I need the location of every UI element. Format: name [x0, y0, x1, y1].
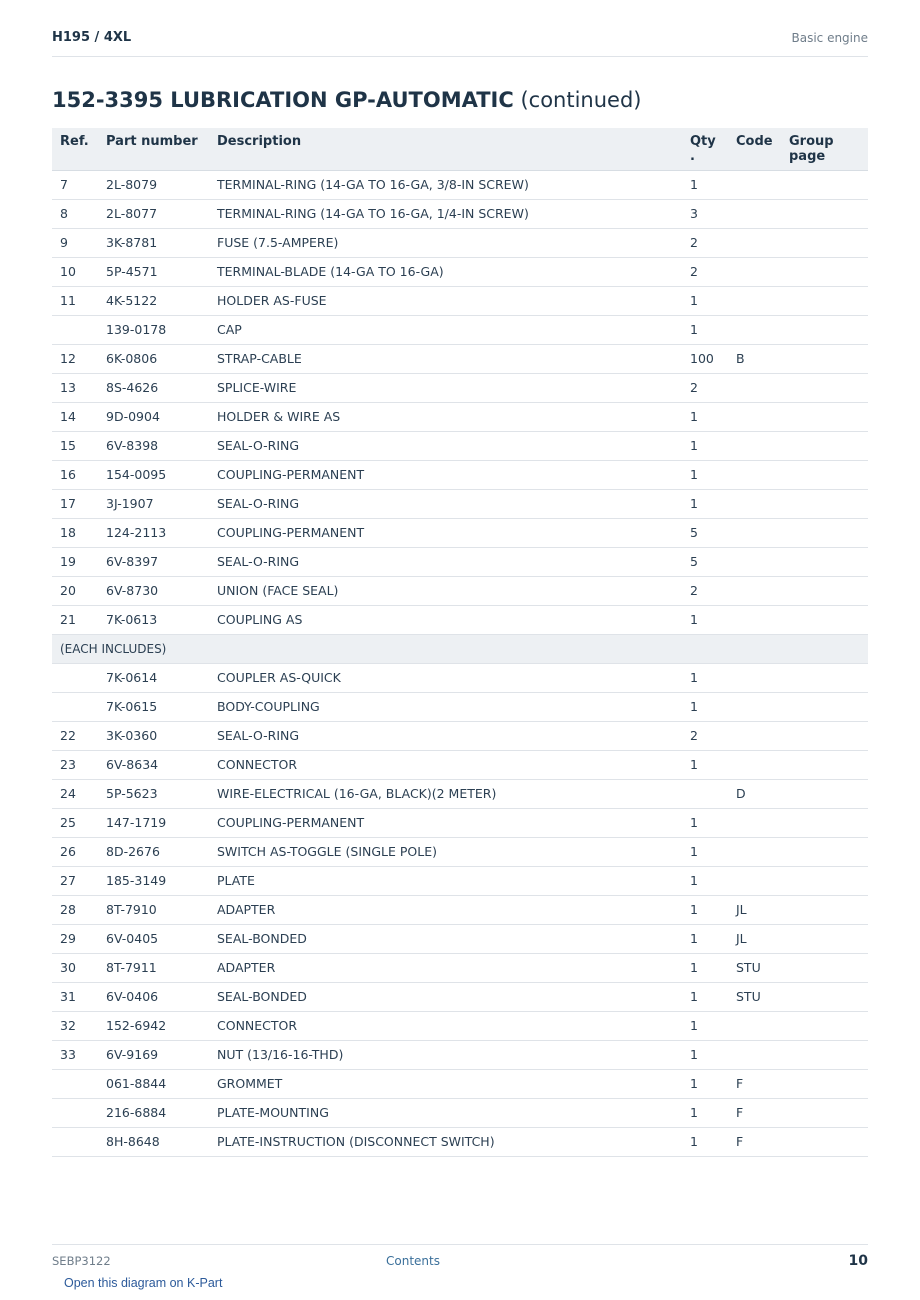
cell-description: COUPLING-PERMANENT	[209, 808, 682, 837]
cell-qty: 2	[682, 257, 728, 286]
cell-qty: 1	[682, 489, 728, 518]
cell-part-number: 8D-2676	[98, 837, 209, 866]
cell-code: JL	[728, 895, 781, 924]
cell-description: SPLICE-WIRE	[209, 373, 682, 402]
table-row	[52, 402, 868, 431]
cell-part-number: 6V-0405	[98, 924, 209, 953]
cell-part-number: 3K-8781	[98, 228, 209, 257]
cell-group-page	[781, 460, 868, 489]
cell-group-page	[781, 1040, 868, 1069]
cell-part-number: 6V-8634	[98, 750, 209, 779]
cell-part-number: 8T-7911	[98, 953, 209, 982]
cell-ref: 20	[52, 576, 98, 605]
cell-part-number: 3K-0360	[98, 721, 209, 750]
table-row	[52, 982, 868, 1011]
cell-group-page	[781, 228, 868, 257]
model-label: H195 / 4XL	[52, 30, 132, 45]
cell-code: F	[728, 1127, 781, 1156]
cell-qty: 1	[682, 837, 728, 866]
cell-description: HOLDER AS-FUSE	[209, 286, 682, 315]
cell-ref: 27	[52, 866, 98, 895]
cell-description: PLATE-INSTRUCTION (DISCONNECT SWITCH)	[209, 1127, 682, 1156]
col-header-description: Description	[209, 128, 682, 170]
cell-qty: 1	[682, 1040, 728, 1069]
cell-code	[728, 808, 781, 837]
cell-group-page	[781, 837, 868, 866]
cell-part-number: 185-3149	[98, 866, 209, 895]
cell-part-number: 4K-5122	[98, 286, 209, 315]
table-row	[52, 866, 868, 895]
cell-code	[728, 605, 781, 634]
cell-ref: 14	[52, 402, 98, 431]
cell-description: SEAL-BONDED	[209, 982, 682, 1011]
cell-code	[728, 547, 781, 576]
cell-ref	[52, 1069, 98, 1098]
cell-description: BODY-COUPLING	[209, 692, 682, 721]
page-footer	[52, 1244, 868, 1275]
cell-group-page	[781, 808, 868, 837]
cell-ref: 21	[52, 605, 98, 634]
cell-description: PLATE-MOUNTING	[209, 1098, 682, 1127]
table-note-row	[52, 634, 868, 663]
cell-qty: 1	[682, 1127, 728, 1156]
cell-qty: 1	[682, 170, 728, 199]
cell-ref: 31	[52, 982, 98, 1011]
table-row	[52, 547, 868, 576]
cell-ref: 28	[52, 895, 98, 924]
cell-description: CAP	[209, 315, 682, 344]
cell-ref: 29	[52, 924, 98, 953]
cell-ref: 23	[52, 750, 98, 779]
cell-ref	[52, 663, 98, 692]
cell-ref: 15	[52, 431, 98, 460]
col-header-code: Code	[728, 128, 781, 170]
cell-code	[728, 315, 781, 344]
cell-description: GROMMET	[209, 1069, 682, 1098]
cell-code: F	[728, 1069, 781, 1098]
cell-part-number: 6V-9169	[98, 1040, 209, 1069]
section-label: Basic engine	[791, 31, 868, 45]
cell-description: SEAL-O-RING	[209, 489, 682, 518]
page-title	[52, 88, 641, 112]
table-row	[52, 170, 868, 199]
table-row	[52, 837, 868, 866]
cell-code	[728, 402, 781, 431]
table-row	[52, 199, 868, 228]
cell-qty: 1	[682, 460, 728, 489]
cell-part-number: 8H-8648	[98, 1127, 209, 1156]
cell-code: STU	[728, 982, 781, 1011]
cell-qty: 1	[682, 750, 728, 779]
cell-group-page	[781, 605, 868, 634]
table-row	[52, 895, 868, 924]
cell-code	[728, 692, 781, 721]
cell-code	[728, 460, 781, 489]
cell-description: CONNECTOR	[209, 1011, 682, 1040]
cell-part-number: 147-1719	[98, 808, 209, 837]
cell-part-number: 7K-0615	[98, 692, 209, 721]
col-header-part-number: Part number	[98, 128, 209, 170]
table-header-row	[52, 128, 868, 170]
page-header	[52, 28, 868, 57]
parts-table	[52, 128, 868, 1157]
cell-group-page	[781, 924, 868, 953]
cell-description: TERMINAL-RING (14-GA TO 16-GA, 3/8-IN SCREW)	[209, 170, 682, 199]
cell-description: CONNECTOR	[209, 750, 682, 779]
cell-group-page	[781, 286, 868, 315]
table-row	[52, 1098, 868, 1127]
cell-ref: 11	[52, 286, 98, 315]
cell-code: D	[728, 779, 781, 808]
cell-code	[728, 518, 781, 547]
table-row	[52, 692, 868, 721]
cell-part-number: 2L-8079	[98, 170, 209, 199]
cell-group-page	[781, 895, 868, 924]
cell-ref: 9	[52, 228, 98, 257]
cell-ref: 32	[52, 1011, 98, 1040]
col-header-group-page: Group page	[781, 128, 868, 170]
cell-ref: 22	[52, 721, 98, 750]
cell-code	[728, 170, 781, 199]
cell-description: SEAL-BONDED	[209, 924, 682, 953]
table-row	[52, 431, 868, 460]
cell-code	[728, 228, 781, 257]
cell-qty: 1	[682, 895, 728, 924]
cell-part-number: 6K-0806	[98, 344, 209, 373]
cell-code: STU	[728, 953, 781, 982]
cell-code: B	[728, 344, 781, 373]
cell-qty: 5	[682, 518, 728, 547]
cell-qty: 1	[682, 953, 728, 982]
cell-group-page	[781, 489, 868, 518]
cell-code	[728, 1011, 781, 1040]
cell-code	[728, 837, 781, 866]
cell-group-page	[781, 199, 868, 228]
cell-description: UNION (FACE SEAL)	[209, 576, 682, 605]
cell-group-page	[781, 344, 868, 373]
kpart-diagram-link[interactable]: Open this diagram on K-Part	[64, 1276, 223, 1290]
cell-qty: 1	[682, 315, 728, 344]
cell-qty: 2	[682, 228, 728, 257]
cell-description: COUPLING AS	[209, 605, 682, 634]
table-body	[52, 170, 868, 1156]
cell-qty	[682, 779, 728, 808]
cell-part-number: 6V-0406	[98, 982, 209, 1011]
cell-code	[728, 373, 781, 402]
note-text: (EACH INCLUDES)	[52, 634, 868, 663]
table-row	[52, 605, 868, 634]
cell-group-page	[781, 953, 868, 982]
cell-part-number: 061-8844	[98, 1069, 209, 1098]
table-row	[52, 808, 868, 837]
cell-qty: 2	[682, 576, 728, 605]
cell-group-page	[781, 1127, 868, 1156]
cell-code	[728, 721, 781, 750]
table-row	[52, 924, 868, 953]
cell-qty: 3	[682, 199, 728, 228]
cell-qty: 1	[682, 286, 728, 315]
cell-ref: 18	[52, 518, 98, 547]
cell-group-page	[781, 663, 868, 692]
table-row	[52, 1011, 868, 1040]
cell-ref: 7	[52, 170, 98, 199]
cell-group-page	[781, 1098, 868, 1127]
cell-group-page	[781, 866, 868, 895]
cell-description: SEAL-O-RING	[209, 721, 682, 750]
cell-group-page	[781, 402, 868, 431]
table-row	[52, 518, 868, 547]
table-row	[52, 1127, 868, 1156]
cell-description: STRAP-CABLE	[209, 344, 682, 373]
cell-description: NUT (13/16-16-THD)	[209, 1040, 682, 1069]
cell-code	[728, 431, 781, 460]
table-row	[52, 663, 868, 692]
table-row	[52, 1040, 868, 1069]
cell-ref: 12	[52, 344, 98, 373]
cell-part-number: 9D-0904	[98, 402, 209, 431]
col-header-ref: Ref.	[52, 128, 98, 170]
cell-ref: 25	[52, 808, 98, 837]
table-row	[52, 373, 868, 402]
title-main: 152-3395 LUBRICATION GP-AUTOMATIC	[52, 88, 514, 112]
cell-part-number: 154-0095	[98, 460, 209, 489]
cell-group-page	[781, 518, 868, 547]
cell-ref	[52, 692, 98, 721]
cell-code	[728, 257, 781, 286]
cell-part-number: 139-0178	[98, 315, 209, 344]
col-header-qty: Qty .	[682, 128, 728, 170]
cell-part-number: 6V-8397	[98, 547, 209, 576]
table-row	[52, 286, 868, 315]
cell-code	[728, 576, 781, 605]
cell-qty: 1	[682, 692, 728, 721]
table-row	[52, 344, 868, 373]
cell-group-page	[781, 373, 868, 402]
table-row	[52, 953, 868, 982]
cell-qty: 1	[682, 431, 728, 460]
cell-description: FUSE (7.5-AMPERE)	[209, 228, 682, 257]
cell-qty: 100	[682, 344, 728, 373]
table-row	[52, 779, 868, 808]
cell-description: PLATE	[209, 866, 682, 895]
table-row	[52, 460, 868, 489]
cell-part-number: 216-6884	[98, 1098, 209, 1127]
cell-group-page	[781, 170, 868, 199]
cell-group-page	[781, 1069, 868, 1098]
cell-part-number: 5P-4571	[98, 257, 209, 286]
cell-ref	[52, 315, 98, 344]
cell-group-page	[781, 982, 868, 1011]
table-row	[52, 315, 868, 344]
table-row	[52, 576, 868, 605]
cell-ref: 16	[52, 460, 98, 489]
cell-qty: 1	[682, 605, 728, 634]
cell-description: SEAL-O-RING	[209, 547, 682, 576]
cell-ref: 26	[52, 837, 98, 866]
cell-description: TERMINAL-RING (14-GA TO 16-GA, 1/4-IN SCREW)	[209, 199, 682, 228]
cell-description: ADAPTER	[209, 895, 682, 924]
cell-description: HOLDER & WIRE AS	[209, 402, 682, 431]
cell-part-number: 7K-0614	[98, 663, 209, 692]
cell-qty: 1	[682, 808, 728, 837]
table-row	[52, 489, 868, 518]
cell-code	[728, 663, 781, 692]
cell-group-page	[781, 779, 868, 808]
cell-group-page	[781, 547, 868, 576]
cell-qty: 1	[682, 982, 728, 1011]
cell-ref: 33	[52, 1040, 98, 1069]
cell-ref: 24	[52, 779, 98, 808]
table-row	[52, 721, 868, 750]
cell-qty: 1	[682, 924, 728, 953]
table-row	[52, 1069, 868, 1098]
table-row	[52, 257, 868, 286]
table-row	[52, 228, 868, 257]
cell-code: JL	[728, 924, 781, 953]
cell-qty: 5	[682, 547, 728, 576]
cell-part-number: 8S-4626	[98, 373, 209, 402]
title-suffix: (continued)	[513, 88, 642, 112]
cell-qty: 1	[682, 1069, 728, 1098]
cell-ref	[52, 1098, 98, 1127]
cell-description: COUPLING-PERMANENT	[209, 460, 682, 489]
cell-code	[728, 489, 781, 518]
cell-group-page	[781, 721, 868, 750]
table-row	[52, 750, 868, 779]
cell-qty: 2	[682, 373, 728, 402]
cell-ref: 17	[52, 489, 98, 518]
cell-part-number: 6V-8398	[98, 431, 209, 460]
cell-part-number: 5P-5623	[98, 779, 209, 808]
cell-group-page	[781, 431, 868, 460]
cell-description: SEAL-O-RING	[209, 431, 682, 460]
cell-description: TERMINAL-BLADE (14-GA TO 16-GA)	[209, 257, 682, 286]
cell-part-number: 8T-7910	[98, 895, 209, 924]
cell-qty: 2	[682, 721, 728, 750]
cell-description: SWITCH AS-TOGGLE (SINGLE POLE)	[209, 837, 682, 866]
cell-qty: 1	[682, 402, 728, 431]
cell-code	[728, 1040, 781, 1069]
document-id: SEBP3122	[52, 1254, 111, 1268]
cell-group-page	[781, 315, 868, 344]
page-number: 10	[848, 1253, 868, 1269]
cell-group-page	[781, 576, 868, 605]
cell-code	[728, 866, 781, 895]
cell-ref: 10	[52, 257, 98, 286]
cell-part-number: 2L-8077	[98, 199, 209, 228]
cell-part-number: 7K-0613	[98, 605, 209, 634]
cell-ref: 19	[52, 547, 98, 576]
cell-qty: 1	[682, 1098, 728, 1127]
cell-part-number: 6V-8730	[98, 576, 209, 605]
cell-ref: 8	[52, 199, 98, 228]
cell-group-page	[781, 750, 868, 779]
cell-qty: 1	[682, 663, 728, 692]
cell-description: WIRE-ELECTRICAL (16-GA, BLACK)(2 METER)	[209, 779, 682, 808]
cell-code	[728, 286, 781, 315]
cell-code	[728, 199, 781, 228]
cell-ref: 30	[52, 953, 98, 982]
cell-code: F	[728, 1098, 781, 1127]
cell-ref	[52, 1127, 98, 1156]
cell-description: COUPLING-PERMANENT	[209, 518, 682, 547]
cell-group-page	[781, 1011, 868, 1040]
cell-group-page	[781, 257, 868, 286]
cell-part-number: 3J-1907	[98, 489, 209, 518]
cell-qty: 1	[682, 1011, 728, 1040]
cell-description: ADAPTER	[209, 953, 682, 982]
cell-group-page	[781, 692, 868, 721]
cell-qty: 1	[682, 866, 728, 895]
cell-code	[728, 750, 781, 779]
cell-part-number: 152-6942	[98, 1011, 209, 1040]
contents-link[interactable]: Contents	[386, 1254, 440, 1268]
cell-description: COUPLER AS-QUICK	[209, 663, 682, 692]
cell-part-number: 124-2113	[98, 518, 209, 547]
cell-ref: 13	[52, 373, 98, 402]
